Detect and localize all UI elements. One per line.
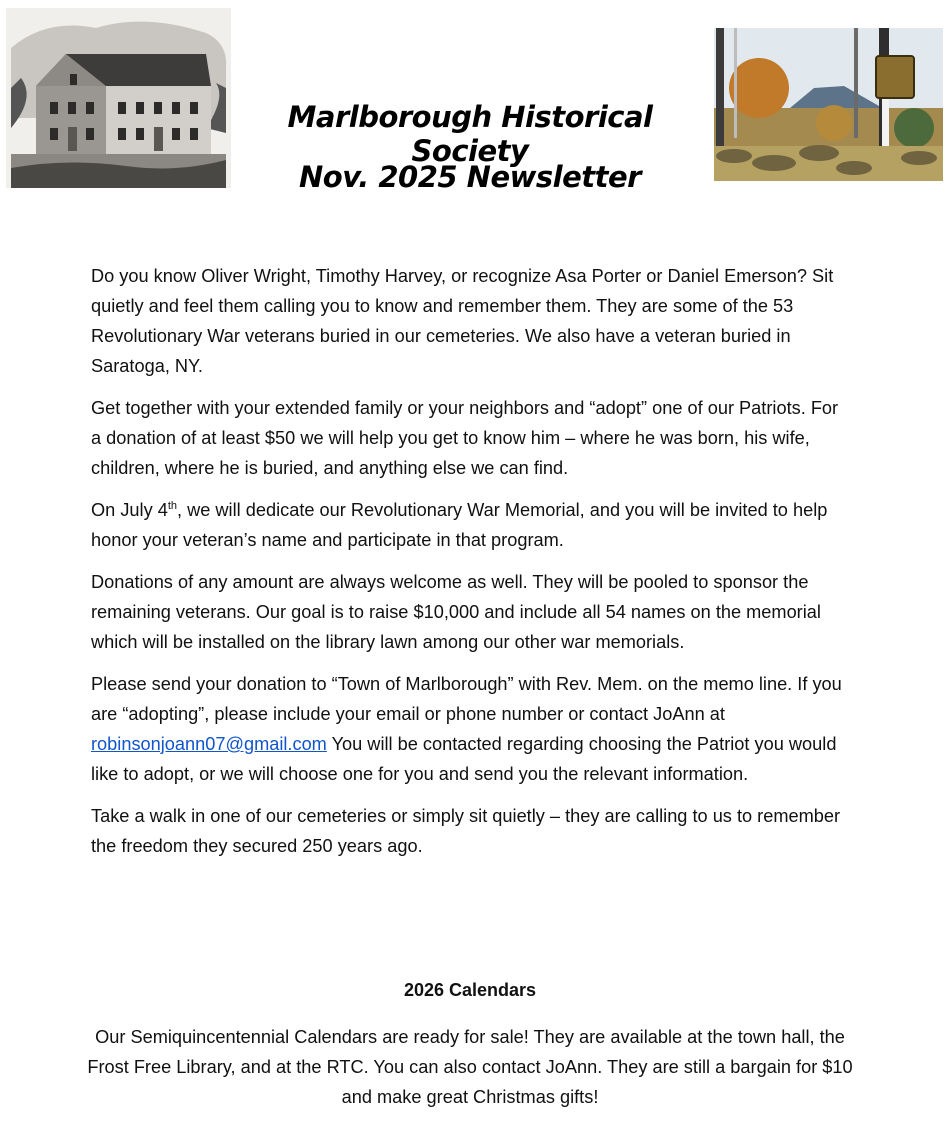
contact-email-link[interactable]: robinsonjoann07@gmail.com [91,734,327,754]
newsletter-org-title: Marlborough Historical Society [287,100,653,168]
paragraph-memorial-dedication [91,495,851,555]
calendars-heading: 2026 Calendars [403,980,537,1000]
building-engraving-image [6,8,231,188]
dedication-text-end: , we will dedicate our Revolutionary War Memorial, and you will be invited to help honor your veteran’s name and participate in that program. [91,500,828,550]
ordinal-suffix: th [167,499,178,512]
paragraph-donations: Donations of any amount are always welcome as well. They will be pooled to sponsor the remaining veterans. Our goal is to raise $10,000 and include all 54 names on the memorial which will be installed on the library lawn among our other war memorials. [91,572,821,652]
historic-building-engraving [6,8,231,188]
article-body [91,261,851,873]
autumn-landscape-photo [714,28,943,181]
send-donation-text-start: Please send your donation to “Town of Marlborough” with Rev. Mem. on the memo line. If you are “adopting”, please include your email or phone number or contact JoAnn at [91,674,842,724]
paragraph-send-donation [91,669,851,789]
paragraph-veterans-intro: Do you know Oliver Wright, Timothy Harvey, or recognize Asa Porter or Daniel Emerson? Sit quietly and feel them calling you to know and remember them. They are some of the 53 Revolutionary War veterans buried in our cemeteries. We also have a veteran buried in Saratoga, NY. [91,266,834,376]
newsletter-issue-title: Nov. 2025 Newsletter [299,160,641,194]
paragraph-closing: Take a walk in one of our cemeteries or simply sit quietly – they are calling to us to remember the freedom they secured 250 years ago. [91,806,841,856]
send-donation-text-end: You will be contacted regarding choosing the Patriot you would like to adopt, or we will choose one for you and send you the relevant information. [91,734,837,784]
landscape-photo-image [714,28,943,181]
dedication-text-start: On July 4 [91,500,168,520]
calendars-body: Our Semiquincentennial Calendars are ready for sale! They are available at the town hall, the Frost Free Library, and at the RTC. You can also contact JoAnn. They are still a bargain for $10 and make great Christmas gifts! [87,1027,853,1107]
paragraph-adopt-patriot: Get together with your extended family or your neighbors and “adopt” one of our Patriots. For a donation of at least $50 we will help you get to know him – where he was born, his wife, children, where he is buried, and anything else we can find. [91,398,839,478]
